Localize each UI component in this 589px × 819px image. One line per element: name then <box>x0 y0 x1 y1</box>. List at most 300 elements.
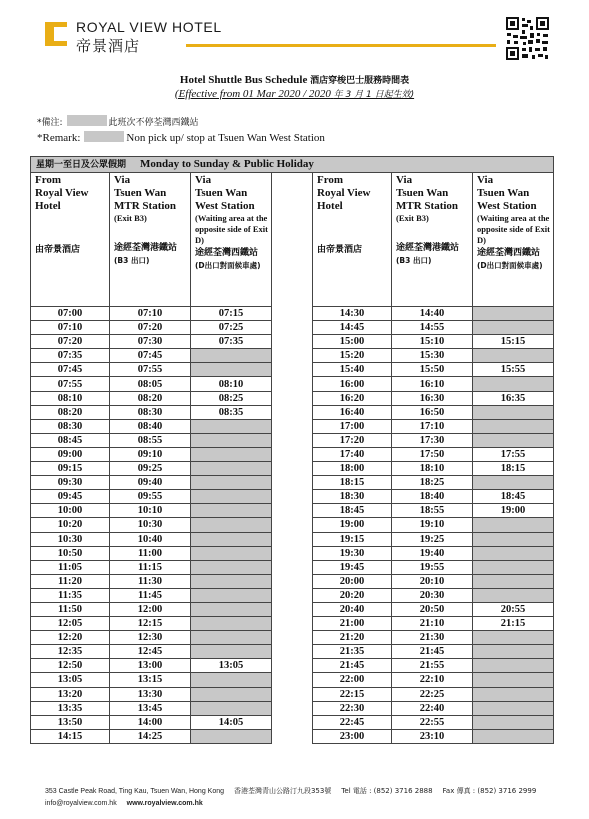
column-gap <box>272 532 313 546</box>
time-cell: 09:30 <box>31 476 110 490</box>
time-cell: 13:15 <box>110 673 191 687</box>
time-cell: 11:20 <box>31 574 110 588</box>
time-cell <box>191 476 272 490</box>
table-row <box>31 405 554 419</box>
table-row <box>31 631 554 645</box>
column-gap <box>272 546 313 560</box>
time-cell: 10:00 <box>31 504 110 518</box>
time-cell <box>473 405 554 419</box>
time-cell <box>473 433 554 447</box>
time-cell: 09:10 <box>110 447 191 461</box>
header-zh: 途經荃灣西鐵站 <box>195 248 259 258</box>
time-cell: 07:45 <box>110 349 191 363</box>
time-cell: 22:00 <box>313 673 392 687</box>
time-cell: 19:45 <box>313 560 392 574</box>
schedule-title <box>0 73 589 86</box>
column-gap <box>272 335 313 349</box>
time-cell: 08:35 <box>191 405 272 419</box>
remark-zh-text: 此班次不停荃灣西鐵站 <box>108 118 199 128</box>
time-cell <box>191 602 272 616</box>
time-cell <box>191 518 272 532</box>
time-cell: 09:15 <box>31 462 110 476</box>
column-gap <box>272 405 313 419</box>
table-row <box>31 391 554 405</box>
footer-fax: Fax 傳真 : (852) 3716 2999 <box>442 787 537 795</box>
time-cell <box>473 419 554 433</box>
time-cell: 15:00 <box>313 335 392 349</box>
time-cell: 18:10 <box>392 462 473 476</box>
time-cell: 22:55 <box>392 715 473 729</box>
time-cell: 18:55 <box>392 504 473 518</box>
time-cell: 09:40 <box>110 476 191 490</box>
time-cell: 15:40 <box>313 363 392 377</box>
time-cell <box>473 476 554 490</box>
time-cell: 22:45 <box>313 715 392 729</box>
time-cell: 11:00 <box>110 546 191 560</box>
table-row <box>31 377 554 391</box>
time-cell: 19:25 <box>392 532 473 546</box>
effective-date <box>0 87 589 100</box>
time-cell: 10:30 <box>110 518 191 532</box>
column-gap <box>272 391 313 405</box>
column-gap <box>272 701 313 715</box>
time-cell: 20:20 <box>313 588 392 602</box>
column-gap <box>272 447 313 461</box>
header-via-tsuen-wan <box>110 173 191 307</box>
time-cell: 07:20 <box>31 335 110 349</box>
table-row <box>31 490 554 504</box>
header-zh-exit: (B3 出口) <box>114 256 150 265</box>
time-cell: 19:00 <box>473 504 554 518</box>
header-line: West Station <box>195 200 255 212</box>
time-cell <box>473 701 554 715</box>
time-cell: 13:30 <box>110 687 191 701</box>
time-cell <box>473 673 554 687</box>
time-cell <box>473 321 554 335</box>
time-cell: 17:20 <box>313 433 392 447</box>
footer-address-en: 353 Castle Peak Road, Ting Kau, Tsuen Wan, Hong Kong <box>45 788 225 795</box>
time-cell <box>473 377 554 391</box>
time-cell: 16:10 <box>392 377 473 391</box>
time-cell: 21:10 <box>392 617 473 631</box>
brand-name-en: ROYAL VIEW HOTEL <box>76 19 222 35</box>
table-row <box>31 349 554 363</box>
time-cell <box>473 518 554 532</box>
time-cell: 17:10 <box>392 419 473 433</box>
time-cell <box>191 349 272 363</box>
time-cell: 17:40 <box>313 447 392 461</box>
table-row <box>31 476 554 490</box>
banner-zh: 星期一至日及公眾假期 <box>36 159 127 170</box>
header-exit: (Exit B3) <box>396 213 429 223</box>
time-cell: 18:45 <box>473 490 554 504</box>
header-line: Via <box>396 174 413 186</box>
remark-highlight-swatch <box>84 131 124 142</box>
time-cell <box>191 588 272 602</box>
time-cell <box>191 617 272 631</box>
table-row <box>31 532 554 546</box>
time-cell <box>191 687 272 701</box>
header-line: From <box>317 174 344 186</box>
time-cell: 13:50 <box>31 715 110 729</box>
table-row <box>31 645 554 659</box>
time-cell: 20:00 <box>313 574 392 588</box>
table-row <box>31 617 554 631</box>
time-cell: 14:05 <box>191 715 272 729</box>
time-cell: 18:30 <box>313 490 392 504</box>
time-cell: 16:30 <box>392 391 473 405</box>
time-cell: 12:20 <box>31 631 110 645</box>
time-cell: 22:25 <box>392 687 473 701</box>
footer-address-zh: 香港荃灣青山公路汀九段353號 <box>233 787 332 795</box>
time-cell <box>191 447 272 461</box>
time-cell: 19:15 <box>313 532 392 546</box>
header-via-tsuen-wan-west <box>473 173 554 307</box>
header-line: MTR Station <box>396 200 459 212</box>
remark-highlight-swatch <box>67 115 107 126</box>
header-via-tsuen-wan-west <box>191 173 272 307</box>
time-cell <box>191 363 272 377</box>
time-cell: 20:55 <box>473 602 554 616</box>
table-row <box>31 729 554 743</box>
table-row <box>31 687 554 701</box>
time-cell <box>191 574 272 588</box>
header-line: Hotel <box>317 200 343 212</box>
hotel-logo-icon <box>45 22 67 46</box>
header-line: Royal View <box>317 187 371 199</box>
header-exit: (Waiting area at the opposite side of Exit D) <box>477 213 550 245</box>
time-cell: 07:25 <box>191 321 272 335</box>
time-cell: 17:55 <box>473 447 554 461</box>
time-cell <box>191 532 272 546</box>
column-gap <box>272 617 313 631</box>
time-cell: 08:10 <box>31 391 110 405</box>
time-cell <box>191 673 272 687</box>
time-cell <box>473 546 554 560</box>
time-cell: 11:05 <box>31 560 110 574</box>
header-line: Royal View <box>35 187 89 199</box>
header-line: Tsuen Wan <box>396 187 449 199</box>
header-line: From <box>35 174 62 186</box>
time-cell: 16:00 <box>313 377 392 391</box>
time-cell: 09:45 <box>31 490 110 504</box>
time-cell: 15:55 <box>473 363 554 377</box>
header-line: Hotel <box>35 200 61 212</box>
table-row <box>31 447 554 461</box>
time-cell: 15:30 <box>392 349 473 363</box>
table-row <box>31 307 554 321</box>
time-cell <box>473 574 554 588</box>
time-cell: 07:10 <box>110 307 191 321</box>
title-en: Hotel Shuttle Bus Schedule <box>179 74 308 86</box>
time-cell: 14:45 <box>313 321 392 335</box>
time-cell: 20:50 <box>392 602 473 616</box>
schedule-table <box>30 156 554 744</box>
time-cell: 07:55 <box>31 377 110 391</box>
header-exit: (Waiting area at the opposite side of Exit D) <box>195 213 268 245</box>
time-cell: 16:40 <box>313 405 392 419</box>
column-gap <box>272 476 313 490</box>
time-cell <box>191 729 272 743</box>
time-cell: 08:05 <box>110 377 191 391</box>
table-row <box>31 701 554 715</box>
footer-website[interactable]: www.royalview.com.hk <box>126 800 203 807</box>
time-cell: 21:15 <box>473 617 554 631</box>
time-cell: 21:55 <box>392 659 473 673</box>
time-cell: 08:25 <box>191 391 272 405</box>
time-cell: 18:40 <box>392 490 473 504</box>
time-cell: 12:15 <box>110 617 191 631</box>
time-cell: 21:00 <box>313 617 392 631</box>
time-cell: 20:40 <box>313 602 392 616</box>
time-cell: 08:20 <box>110 391 191 405</box>
column-gap <box>272 490 313 504</box>
time-cell: 13:00 <box>110 659 191 673</box>
column-gap <box>272 363 313 377</box>
time-cell <box>473 687 554 701</box>
time-cell: 08:55 <box>110 433 191 447</box>
table-banner-row <box>31 157 554 173</box>
time-cell: 08:30 <box>110 405 191 419</box>
column-gap <box>272 349 313 363</box>
time-cell: 07:00 <box>31 307 110 321</box>
column-gap <box>272 631 313 645</box>
column-gap <box>272 659 313 673</box>
header-zh: 由帝景酒店 <box>35 245 81 255</box>
column-gap <box>272 307 313 321</box>
time-cell: 21:45 <box>313 659 392 673</box>
time-cell: 12:00 <box>110 602 191 616</box>
title-zh: 酒店穿梭巴士服務時間表 <box>310 76 410 86</box>
header-from-hotel <box>31 173 110 307</box>
time-cell <box>473 532 554 546</box>
column-gap <box>272 321 313 335</box>
time-cell <box>473 588 554 602</box>
effective-zh: 年 3 月 1 日起生效) <box>333 90 415 100</box>
header-zh-exit: (B3 出口) <box>396 256 432 265</box>
time-cell: 15:20 <box>313 349 392 363</box>
time-cell: 12:30 <box>110 631 191 645</box>
time-cell: 08:10 <box>191 377 272 391</box>
time-cell: 11:35 <box>31 588 110 602</box>
time-cell: 12:35 <box>31 645 110 659</box>
effective-en: (Effective from 01 Mar 2020 / 2020 <box>174 88 331 100</box>
time-cell <box>191 546 272 560</box>
time-cell: 18:15 <box>313 476 392 490</box>
header-from-hotel <box>313 173 392 307</box>
time-cell: 20:10 <box>392 574 473 588</box>
time-cell: 23:00 <box>313 729 392 743</box>
time-cell <box>473 729 554 743</box>
time-cell <box>191 419 272 433</box>
header-zh-exit: (D出口對面候車處) <box>477 261 543 270</box>
time-cell <box>191 504 272 518</box>
time-cell: 07:30 <box>110 335 191 349</box>
column-gap <box>272 419 313 433</box>
remark-zh-label: *備注: <box>37 118 63 128</box>
header-line: MTR Station <box>114 200 177 212</box>
time-cell: 12:45 <box>110 645 191 659</box>
header-line: Via <box>195 174 212 186</box>
time-cell <box>473 659 554 673</box>
qr-code-icon <box>505 16 550 61</box>
table-row <box>31 321 554 335</box>
header-line: Tsuen Wan <box>195 187 248 199</box>
time-cell <box>191 645 272 659</box>
header-line: West Station <box>477 200 537 212</box>
column-gap <box>272 602 313 616</box>
time-cell: 21:30 <box>392 631 473 645</box>
time-cell: 07:45 <box>31 363 110 377</box>
column-gap <box>272 173 313 307</box>
time-cell: 08:40 <box>110 419 191 433</box>
time-cell: 21:45 <box>392 645 473 659</box>
time-cell <box>191 490 272 504</box>
column-gap <box>272 462 313 476</box>
header-line: Via <box>477 174 494 186</box>
time-cell: 20:30 <box>392 588 473 602</box>
table-row <box>31 419 554 433</box>
time-cell <box>191 701 272 715</box>
brand-name-zh: 帝景酒店 <box>76 37 141 55</box>
header-zh-exit: (D出口對面候車處) <box>195 261 261 270</box>
time-cell: 16:50 <box>392 405 473 419</box>
time-cell: 07:10 <box>31 321 110 335</box>
header-line: Tsuen Wan <box>477 187 530 199</box>
time-cell: 11:30 <box>110 574 191 588</box>
time-cell: 21:20 <box>313 631 392 645</box>
remark-zh <box>37 115 199 128</box>
time-cell: 15:50 <box>392 363 473 377</box>
column-gap <box>272 588 313 602</box>
time-cell: 12:50 <box>31 659 110 673</box>
remark-en <box>37 131 325 144</box>
time-cell: 07:35 <box>191 335 272 349</box>
time-cell: 10:50 <box>31 546 110 560</box>
header-zh: 途經荃灣港鐵站 <box>396 243 460 253</box>
time-cell: 16:20 <box>313 391 392 405</box>
remark-en-text: Non pick up/ stop at Tsuen Wan West Station <box>126 132 325 144</box>
time-cell: 19:40 <box>392 546 473 560</box>
time-cell: 13:20 <box>31 687 110 701</box>
time-cell: 19:00 <box>313 518 392 532</box>
remark-en-label: *Remark: <box>37 132 81 144</box>
table-row <box>31 462 554 476</box>
table-row <box>31 588 554 602</box>
column-gap <box>272 729 313 743</box>
column-gap <box>272 715 313 729</box>
footer <box>45 786 565 807</box>
time-cell <box>191 462 272 476</box>
time-cell: 14:25 <box>110 729 191 743</box>
time-cell: 13:45 <box>110 701 191 715</box>
time-cell: 17:30 <box>392 433 473 447</box>
table-banner <box>31 157 554 173</box>
time-cell: 18:45 <box>313 504 392 518</box>
header-zh: 由帝景酒店 <box>317 245 363 255</box>
column-gap <box>272 433 313 447</box>
header-zh: 途經荃灣西鐵站 <box>477 248 541 258</box>
time-cell: 08:20 <box>31 405 110 419</box>
table-row <box>31 574 554 588</box>
time-cell <box>473 645 554 659</box>
time-cell: 11:15 <box>110 560 191 574</box>
time-cell: 11:45 <box>110 588 191 602</box>
time-cell: 18:00 <box>313 462 392 476</box>
column-gap <box>272 645 313 659</box>
table-row <box>31 433 554 447</box>
table-row <box>31 715 554 729</box>
table-row <box>31 560 554 574</box>
time-cell: 09:00 <box>31 447 110 461</box>
time-cell: 16:35 <box>473 391 554 405</box>
time-cell: 19:55 <box>392 560 473 574</box>
time-cell: 10:20 <box>31 518 110 532</box>
column-gap <box>272 377 313 391</box>
time-cell: 14:30 <box>313 307 392 321</box>
time-cell <box>191 560 272 574</box>
header-zh: 途經荃灣港鐵站 <box>114 243 178 253</box>
time-cell: 10:30 <box>31 532 110 546</box>
footer-email[interactable]: info@royalview.com.hk <box>45 800 117 807</box>
time-cell: 17:00 <box>313 419 392 433</box>
footer-tel: Tel 電話 : (852) 3716 2888 <box>341 787 433 795</box>
time-cell <box>473 715 554 729</box>
time-cell: 08:30 <box>31 419 110 433</box>
column-gap <box>272 504 313 518</box>
time-cell <box>191 631 272 645</box>
header-line: Tsuen Wan <box>114 187 167 199</box>
header-line: Via <box>114 174 131 186</box>
time-cell: 11:50 <box>31 602 110 616</box>
time-cell: 08:45 <box>31 433 110 447</box>
time-cell: 09:55 <box>110 490 191 504</box>
time-cell: 13:05 <box>191 659 272 673</box>
table-row <box>31 518 554 532</box>
banner-en: Monday to Sunday & Public Holiday <box>140 157 314 170</box>
table-row <box>31 602 554 616</box>
time-cell: 22:15 <box>313 687 392 701</box>
time-cell: 10:40 <box>110 532 191 546</box>
time-cell: 07:35 <box>31 349 110 363</box>
footer-line-1 <box>45 786 565 796</box>
time-cell: 15:15 <box>473 335 554 349</box>
time-cell: 22:40 <box>392 701 473 715</box>
time-cell: 12:05 <box>31 617 110 631</box>
time-cell <box>191 433 272 447</box>
footer-line-2 <box>45 800 565 807</box>
time-cell: 14:55 <box>392 321 473 335</box>
time-cell: 19:10 <box>392 518 473 532</box>
time-cell <box>473 307 554 321</box>
header-exit: (Exit B3) <box>114 213 147 223</box>
time-cell <box>473 560 554 574</box>
header-via-tsuen-wan <box>392 173 473 307</box>
time-cell: 21:35 <box>313 645 392 659</box>
time-cell: 07:15 <box>191 307 272 321</box>
time-cell: 18:25 <box>392 476 473 490</box>
time-cell: 07:20 <box>110 321 191 335</box>
time-cell: 15:10 <box>392 335 473 349</box>
time-cell: 14:00 <box>110 715 191 729</box>
time-cell: 22:30 <box>313 701 392 715</box>
table-row <box>31 546 554 560</box>
time-cell: 18:15 <box>473 462 554 476</box>
column-gap <box>272 673 313 687</box>
table-row <box>31 363 554 377</box>
table-row <box>31 335 554 349</box>
column-gap <box>272 518 313 532</box>
